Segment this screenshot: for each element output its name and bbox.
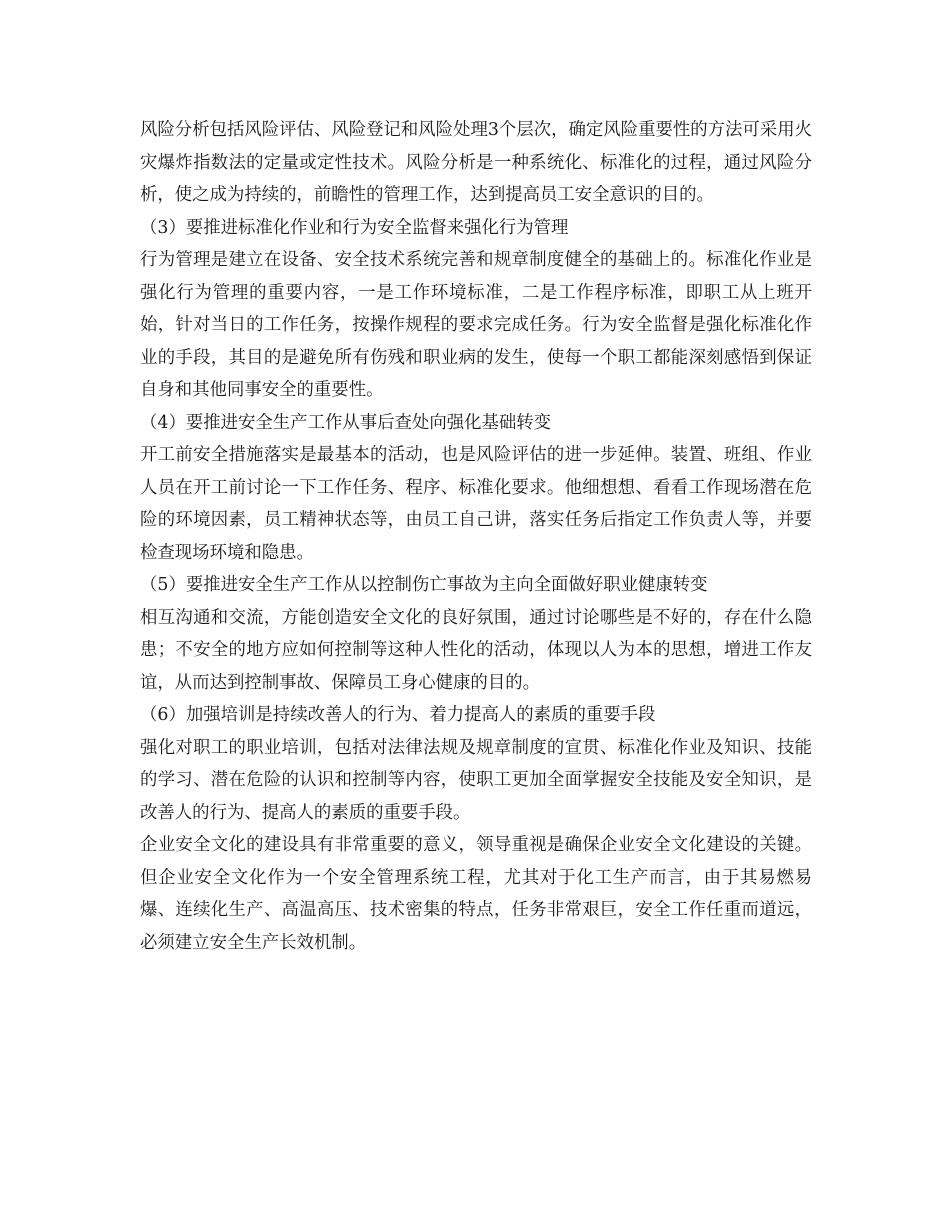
paragraph-risk-analysis: 风险分析包括风险评估、风险登记和风险处理3个层次，确定风险重要性的方法可采用火灾爆炸指数法的定量或定性技术。风险分析是一种系统化、标准化的过程，通过风险分析，使之成为持续的，前瞻性的管理工作，达到提高员工安全意识的目的。 [140,120,812,205]
heading-occupational-health: （5）要推进安全生产工作从以控制伤亡事故为主向全面做好职业健康转变 [140,575,708,595]
paragraph-communication: 相互沟通和交流，方能创造安全文化的良好氛围，通过讨论哪些是不好的，存在什么隐患；不安全的地方应如何控制等这种人性化的活动，体现以人为本的思想，增进工作友谊，从而达到控制事故、保障员工身心健康的目的。 [140,607,812,693]
document-body [140,114,812,959]
paragraph-behavior-management: 行为管理是建立在设备、安全技术系统完善和规章制度健全的基础上的。标准化作业是强化行为管理的重要内容，一是工作环境标准，二是工作程序标准，即职工从上班开始，针对当日的工作任务，按操作规程的要求完成任务。行为安全监督是强化标准化作业的手段，其目的是避免所有伤残和职业病的发生，使每一个职工都能深刻感悟到保证自身和其他同事安全的重要性。 [140,250,812,400]
heading-training: （6）加强培训是持续改善人的行为、着力提高人的素质的重要手段 [140,705,656,725]
paragraph-safety-culture-conclusion: 企业安全文化的建设具有非常重要的意义，领导重视是确保企业安全文化建设的关键。但企业安全文化作为一个安全管理系统工程，尤其对于化工生产而言，由于其易燃易爆、连续化生产、高温高压、技术密集的特点，任务非常艰巨，安全工作任重而道远，必须建立安全生产长效机制。 [140,835,812,953]
heading-standardized-operation: （3）要推进标准化作业和行为安全监督来强化行为管理 [140,217,569,238]
paragraph-vocational-training: 强化对职工的职业培训，包括对法律法规及规章制度的宣贯、标准化作业及知识、技能的学习、潜在危险的认识和控制等内容，使职工更加全面掌握安全技能及安全知识，是改善人的行为、提高人的素质的重要手段。 [140,737,812,823]
heading-strengthen-foundation: （4）要推进安全生产工作从事后查处向强化基础转变 [140,412,552,433]
paragraph-pre-work-safety: 开工前安全措施落实是最基本的活动，也是风险评估的进一步延伸。装置、班组、作业人员在开工前讨论一下工作任务、程序、标准化要求。他细想想、看看工作现场潜在危险的环境因素，员工精神状态等，由员工自己讲，落实任务后指定工作负责人等，并要检查现场环境和隐患。 [140,445,812,563]
